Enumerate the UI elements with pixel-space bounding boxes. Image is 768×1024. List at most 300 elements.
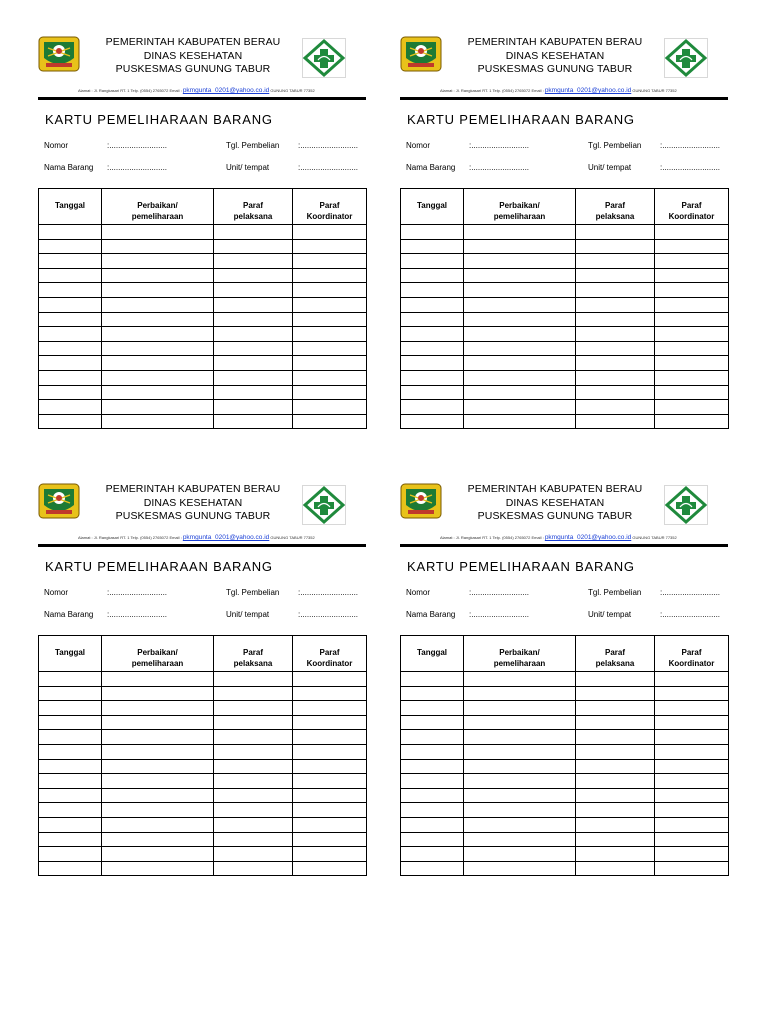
table-cell bbox=[214, 803, 293, 818]
table-cell bbox=[102, 327, 214, 342]
header-line-1: PEMERINTAH KABUPATEN BERAU bbox=[467, 483, 643, 495]
table-row bbox=[401, 701, 729, 716]
table-cell bbox=[576, 312, 655, 327]
table-cell bbox=[293, 254, 367, 269]
header-titles bbox=[88, 36, 298, 77]
table-row bbox=[39, 861, 367, 876]
table-cell bbox=[214, 744, 293, 759]
table-cell bbox=[401, 414, 464, 429]
table-cell bbox=[293, 268, 367, 283]
header-paraf-koordinator bbox=[655, 636, 729, 672]
table-cell bbox=[655, 847, 729, 862]
table-row bbox=[39, 268, 367, 283]
table-row bbox=[401, 283, 729, 298]
table-cell bbox=[214, 297, 293, 312]
table-row bbox=[401, 385, 729, 400]
header-tanggal-text: Tanggal bbox=[416, 201, 448, 210]
header-paraf-koordinator-line2: Koordinator bbox=[306, 212, 353, 221]
table-cell bbox=[401, 861, 464, 876]
table-cell bbox=[464, 297, 576, 312]
table-cell bbox=[401, 312, 464, 327]
table-cell bbox=[401, 672, 464, 687]
table-cell bbox=[214, 817, 293, 832]
table-cell bbox=[39, 356, 102, 371]
table-cell bbox=[464, 847, 576, 862]
table-cell bbox=[39, 254, 102, 269]
table-cell bbox=[401, 817, 464, 832]
table-cell bbox=[214, 327, 293, 342]
label-unit-tempat: Unit/ tempat bbox=[226, 163, 270, 172]
address-line bbox=[440, 534, 740, 541]
label-tgl-pembelian: Tgl. Pembelian bbox=[588, 141, 642, 150]
table-cell bbox=[464, 861, 576, 876]
header-titles bbox=[450, 36, 660, 77]
table-cell bbox=[401, 254, 464, 269]
header-line-1: PEMERINTAH KABUPATEN BERAU bbox=[105, 36, 281, 48]
blank-nama-barang: :.......................... bbox=[107, 610, 168, 619]
table-cell bbox=[39, 847, 102, 862]
table-cell bbox=[576, 759, 655, 774]
table-row bbox=[401, 759, 729, 774]
header-paraf-pelaksana bbox=[576, 189, 655, 225]
table-cell bbox=[39, 672, 102, 687]
table-cell bbox=[401, 701, 464, 716]
card-title: KARTU PEMELIHARAAN BARANG bbox=[407, 559, 635, 574]
header-line-3: PUSKESMAS GUNUNG TABUR bbox=[115, 510, 271, 522]
table-row bbox=[39, 744, 367, 759]
table-cell bbox=[576, 254, 655, 269]
table-cell bbox=[39, 686, 102, 701]
table-header-row bbox=[401, 636, 729, 672]
table-cell bbox=[102, 803, 214, 818]
table-cell bbox=[102, 385, 214, 400]
table-cell bbox=[293, 370, 367, 385]
header-paraf-koordinator-line2: Koordinator bbox=[306, 659, 353, 668]
table-cell bbox=[214, 730, 293, 745]
table-cell bbox=[102, 672, 214, 687]
table-cell bbox=[102, 239, 214, 254]
header-tanggal bbox=[39, 189, 102, 225]
header-divider bbox=[400, 97, 728, 100]
email-link[interactable]: pkmgunta_0201@yahoo.co.id bbox=[544, 534, 632, 541]
table-row bbox=[39, 385, 367, 400]
table-row bbox=[401, 414, 729, 429]
table-row bbox=[401, 861, 729, 876]
table-cell bbox=[576, 370, 655, 385]
table-cell bbox=[655, 744, 729, 759]
header-paraf-koordinator bbox=[293, 189, 367, 225]
table-cell bbox=[214, 385, 293, 400]
label-unit-tempat: Unit/ tempat bbox=[588, 610, 632, 619]
header-perbaikan-line2: pemeliharaan bbox=[131, 212, 184, 221]
header-paraf-pelaksana-line1: Paraf bbox=[242, 201, 263, 210]
card-title: KARTU PEMELIHARAAN BARANG bbox=[45, 112, 273, 127]
table-cell bbox=[655, 385, 729, 400]
puskesmas-logo-icon bbox=[664, 485, 708, 525]
table-cell bbox=[102, 774, 214, 789]
table-row bbox=[39, 370, 367, 385]
table-cell bbox=[293, 414, 367, 429]
table-cell bbox=[464, 715, 576, 730]
table-cell bbox=[401, 774, 464, 789]
regency-emblem-icon bbox=[400, 36, 442, 72]
header-line-2: DINAS KESEHATAN bbox=[505, 49, 605, 62]
table-cell bbox=[293, 341, 367, 356]
header-paraf-koordinator-line1: Paraf bbox=[681, 201, 702, 210]
address-suffix: GUNUNG TABUR 77352 bbox=[632, 88, 677, 93]
blank-unit-tempat: :.......................... bbox=[298, 163, 359, 172]
table-cell bbox=[464, 774, 576, 789]
table-row bbox=[39, 788, 367, 803]
regency-emblem-icon bbox=[38, 483, 80, 519]
address-line bbox=[78, 87, 378, 94]
table-cell bbox=[293, 385, 367, 400]
header-paraf-pelaksana bbox=[214, 636, 293, 672]
table-cell bbox=[655, 327, 729, 342]
table-cell bbox=[214, 686, 293, 701]
maintenance-card-3 bbox=[36, 483, 371, 893]
header-line-1: PEMERINTAH KABUPATEN BERAU bbox=[467, 36, 643, 48]
address-suffix: GUNUNG TABUR 77352 bbox=[270, 535, 315, 540]
table-cell bbox=[401, 356, 464, 371]
table-cell bbox=[102, 283, 214, 298]
table-cell bbox=[293, 297, 367, 312]
table-cell bbox=[39, 297, 102, 312]
table-cell bbox=[464, 341, 576, 356]
table-row bbox=[39, 312, 367, 327]
table-cell bbox=[102, 686, 214, 701]
table-cell bbox=[655, 803, 729, 818]
table-cell bbox=[39, 385, 102, 400]
header-line-2: DINAS KESEHATAN bbox=[505, 496, 605, 509]
table-cell bbox=[464, 254, 576, 269]
table-cell bbox=[293, 817, 367, 832]
table-row bbox=[401, 744, 729, 759]
table-cell bbox=[214, 774, 293, 789]
table-cell bbox=[39, 817, 102, 832]
blank-tgl-pembelian: :.......................... bbox=[660, 141, 721, 150]
table-cell bbox=[464, 686, 576, 701]
header-paraf-pelaksana-line1: Paraf bbox=[604, 648, 625, 657]
table-cell bbox=[293, 774, 367, 789]
label-tgl-pembelian: Tgl. Pembelian bbox=[226, 141, 280, 150]
table-cell bbox=[401, 686, 464, 701]
table-cell bbox=[214, 225, 293, 240]
table-row bbox=[39, 832, 367, 847]
table-row bbox=[39, 672, 367, 687]
table-cell bbox=[401, 803, 464, 818]
table-cell bbox=[401, 788, 464, 803]
address-line bbox=[440, 87, 740, 94]
table-cell bbox=[39, 312, 102, 327]
blank-nama-barang: :.......................... bbox=[469, 610, 530, 619]
table-cell bbox=[214, 861, 293, 876]
table-cell bbox=[464, 832, 576, 847]
table-row bbox=[401, 239, 729, 254]
table-cell bbox=[293, 239, 367, 254]
table-cell bbox=[464, 283, 576, 298]
table-cell bbox=[655, 672, 729, 687]
table-cell bbox=[39, 803, 102, 818]
blank-nama-barang: :.......................... bbox=[107, 163, 168, 172]
table-cell bbox=[464, 400, 576, 415]
table-cell bbox=[293, 225, 367, 240]
table-cell bbox=[464, 701, 576, 716]
address-prefix: Alamat : Jl. Rangkasari RT. 1 Telp. (0554) 2765072 Email : bbox=[440, 88, 544, 93]
table-cell bbox=[293, 730, 367, 745]
blank-unit-tempat: :.......................... bbox=[660, 163, 721, 172]
table-cell bbox=[576, 803, 655, 818]
table-cell bbox=[576, 701, 655, 716]
table-cell bbox=[401, 239, 464, 254]
table-cell bbox=[655, 788, 729, 803]
email-link[interactable]: pkmgunta_0201@yahoo.co.id bbox=[182, 534, 270, 541]
table-cell bbox=[576, 744, 655, 759]
email-link[interactable]: pkmgunta_0201@yahoo.co.id bbox=[182, 87, 270, 94]
table-cell bbox=[464, 414, 576, 429]
table-cell bbox=[214, 239, 293, 254]
header-perbaikan bbox=[102, 636, 214, 672]
table-cell bbox=[39, 225, 102, 240]
table-cell bbox=[401, 759, 464, 774]
table-cell bbox=[655, 239, 729, 254]
header-line-1: PEMERINTAH KABUPATEN BERAU bbox=[105, 483, 281, 495]
address-prefix: Alamat : Jl. Rangkasari RT. 1 Telp. (0554) 2765072 Email : bbox=[440, 535, 544, 540]
header-paraf-koordinator bbox=[293, 636, 367, 672]
table-cell bbox=[102, 759, 214, 774]
table-cell bbox=[293, 672, 367, 687]
table-cell bbox=[102, 744, 214, 759]
table-cell bbox=[214, 759, 293, 774]
table-cell bbox=[576, 730, 655, 745]
table-cell bbox=[576, 774, 655, 789]
table-cell bbox=[401, 297, 464, 312]
table-cell bbox=[293, 861, 367, 876]
table-row bbox=[39, 715, 367, 730]
table-cell bbox=[576, 297, 655, 312]
table-cell bbox=[464, 672, 576, 687]
table-cell bbox=[655, 730, 729, 745]
table-cell bbox=[214, 672, 293, 687]
table-cell bbox=[293, 283, 367, 298]
blank-nomor: :.......................... bbox=[107, 588, 168, 597]
table-cell bbox=[576, 400, 655, 415]
table-cell bbox=[576, 356, 655, 371]
table-row bbox=[401, 370, 729, 385]
table-row bbox=[39, 283, 367, 298]
table-cell bbox=[655, 268, 729, 283]
header-paraf-koordinator-line2: Koordinator bbox=[668, 659, 715, 668]
table-cell bbox=[102, 400, 214, 415]
table-cell bbox=[576, 788, 655, 803]
table-cell bbox=[214, 400, 293, 415]
blank-nomor: :.......................... bbox=[469, 588, 530, 597]
table-cell bbox=[655, 400, 729, 415]
header-paraf-pelaksana-line1: Paraf bbox=[604, 201, 625, 210]
header-paraf-koordinator-line2: Koordinator bbox=[668, 212, 715, 221]
table-cell bbox=[464, 225, 576, 240]
table-cell bbox=[655, 817, 729, 832]
table-cell bbox=[655, 832, 729, 847]
header-paraf-pelaksana-line1: Paraf bbox=[242, 648, 263, 657]
table-row bbox=[401, 730, 729, 745]
header-perbaikan-line1: Perbaikan/ bbox=[137, 201, 178, 210]
table-cell bbox=[655, 341, 729, 356]
table-cell bbox=[655, 356, 729, 371]
maintenance-table bbox=[38, 635, 367, 876]
header-line-2: DINAS KESEHATAN bbox=[143, 496, 243, 509]
table-cell bbox=[464, 759, 576, 774]
table-cell bbox=[464, 312, 576, 327]
table-cell bbox=[576, 414, 655, 429]
table-cell bbox=[464, 356, 576, 371]
header-paraf-koordinator-line1: Paraf bbox=[681, 648, 702, 657]
label-unit-tempat: Unit/ tempat bbox=[226, 610, 270, 619]
address-prefix: Alamat : Jl. Rangkasari RT. 1 Telp. (0554) 2765072 Email : bbox=[78, 535, 182, 540]
table-cell bbox=[39, 788, 102, 803]
table-row bbox=[401, 225, 729, 240]
table-row bbox=[39, 254, 367, 269]
table-cell bbox=[576, 847, 655, 862]
header-paraf-koordinator-line1: Paraf bbox=[319, 201, 340, 210]
table-cell bbox=[655, 312, 729, 327]
label-tgl-pembelian: Tgl. Pembelian bbox=[226, 588, 280, 597]
table-row bbox=[39, 341, 367, 356]
table-row bbox=[401, 312, 729, 327]
label-nomor: Nomor bbox=[44, 588, 69, 597]
table-cell bbox=[293, 715, 367, 730]
table-row bbox=[401, 327, 729, 342]
table-cell bbox=[293, 759, 367, 774]
table-cell bbox=[464, 268, 576, 283]
header-paraf-koordinator-line1: Paraf bbox=[319, 648, 340, 657]
table-cell bbox=[39, 327, 102, 342]
table-cell bbox=[39, 861, 102, 876]
table-cell bbox=[655, 759, 729, 774]
header-divider bbox=[38, 544, 366, 547]
header-tanggal-text: Tanggal bbox=[416, 648, 448, 657]
table-cell bbox=[576, 385, 655, 400]
table-cell bbox=[39, 832, 102, 847]
table-cell bbox=[401, 715, 464, 730]
header-perbaikan-line2: pemeliharaan bbox=[493, 212, 546, 221]
table-cell bbox=[655, 715, 729, 730]
header-tanggal-text: Tanggal bbox=[54, 201, 86, 210]
table-row bbox=[401, 686, 729, 701]
table-cell bbox=[576, 239, 655, 254]
table-cell bbox=[293, 356, 367, 371]
header-perbaikan-line1: Perbaikan/ bbox=[499, 648, 540, 657]
table-cell bbox=[576, 715, 655, 730]
header-paraf-koordinator bbox=[655, 189, 729, 225]
table-cell bbox=[39, 759, 102, 774]
card-title: KARTU PEMELIHARAAN BARANG bbox=[45, 559, 273, 574]
label-nomor: Nomor bbox=[44, 141, 69, 150]
table-cell bbox=[214, 701, 293, 716]
table-cell bbox=[464, 803, 576, 818]
header-perbaikan bbox=[102, 189, 214, 225]
header-tanggal bbox=[401, 189, 464, 225]
table-cell bbox=[576, 327, 655, 342]
address-line bbox=[78, 534, 378, 541]
table-cell bbox=[39, 414, 102, 429]
table-cell bbox=[293, 701, 367, 716]
label-nama-barang: Nama Barang bbox=[406, 610, 456, 619]
table-cell bbox=[214, 414, 293, 429]
header-divider bbox=[400, 544, 728, 547]
table-cell bbox=[102, 715, 214, 730]
table-row bbox=[401, 803, 729, 818]
email-link[interactable]: pkmgunta_0201@yahoo.co.id bbox=[544, 87, 632, 94]
table-cell bbox=[293, 803, 367, 818]
table-cell bbox=[39, 744, 102, 759]
header-titles bbox=[88, 483, 298, 524]
header-paraf-pelaksana-line2: pelaksana bbox=[595, 659, 635, 668]
table-cell bbox=[214, 370, 293, 385]
puskesmas-logo-icon bbox=[664, 38, 708, 78]
table-cell bbox=[102, 341, 214, 356]
table-row bbox=[401, 254, 729, 269]
table-row bbox=[39, 297, 367, 312]
table-cell bbox=[655, 297, 729, 312]
table-cell bbox=[293, 744, 367, 759]
puskesmas-logo-icon bbox=[302, 485, 346, 525]
table-cell bbox=[39, 730, 102, 745]
table-cell bbox=[293, 686, 367, 701]
table-cell bbox=[214, 356, 293, 371]
blank-nomor: :.......................... bbox=[107, 141, 168, 150]
table-row bbox=[401, 817, 729, 832]
table-cell bbox=[102, 312, 214, 327]
header-paraf-pelaksana-line2: pelaksana bbox=[595, 212, 635, 221]
table-cell bbox=[655, 686, 729, 701]
table-cell bbox=[576, 672, 655, 687]
table-cell bbox=[401, 327, 464, 342]
table-cell bbox=[401, 730, 464, 745]
table-row bbox=[401, 847, 729, 862]
table-cell bbox=[464, 744, 576, 759]
table-row bbox=[39, 803, 367, 818]
blank-unit-tempat: :.......................... bbox=[298, 610, 359, 619]
table-cell bbox=[214, 312, 293, 327]
header-paraf-pelaksana bbox=[214, 189, 293, 225]
card-title: KARTU PEMELIHARAAN BARANG bbox=[407, 112, 635, 127]
table-cell bbox=[576, 341, 655, 356]
table-row bbox=[39, 400, 367, 415]
label-tgl-pembelian: Tgl. Pembelian bbox=[588, 588, 642, 597]
table-cell bbox=[655, 283, 729, 298]
header-perbaikan bbox=[464, 636, 576, 672]
table-row bbox=[401, 774, 729, 789]
table-cell bbox=[401, 400, 464, 415]
table-row bbox=[39, 847, 367, 862]
table-row bbox=[401, 715, 729, 730]
table-cell bbox=[214, 832, 293, 847]
header-perbaikan-line1: Perbaikan/ bbox=[499, 201, 540, 210]
table-cell bbox=[39, 774, 102, 789]
table-cell bbox=[293, 847, 367, 862]
table-row bbox=[401, 672, 729, 687]
table-row bbox=[39, 701, 367, 716]
table-cell bbox=[214, 283, 293, 298]
label-nama-barang: Nama Barang bbox=[44, 163, 94, 172]
table-row bbox=[401, 268, 729, 283]
label-nomor: Nomor bbox=[406, 588, 431, 597]
table-row bbox=[39, 759, 367, 774]
table-cell bbox=[401, 283, 464, 298]
header-divider bbox=[38, 97, 366, 100]
table-cell bbox=[401, 341, 464, 356]
